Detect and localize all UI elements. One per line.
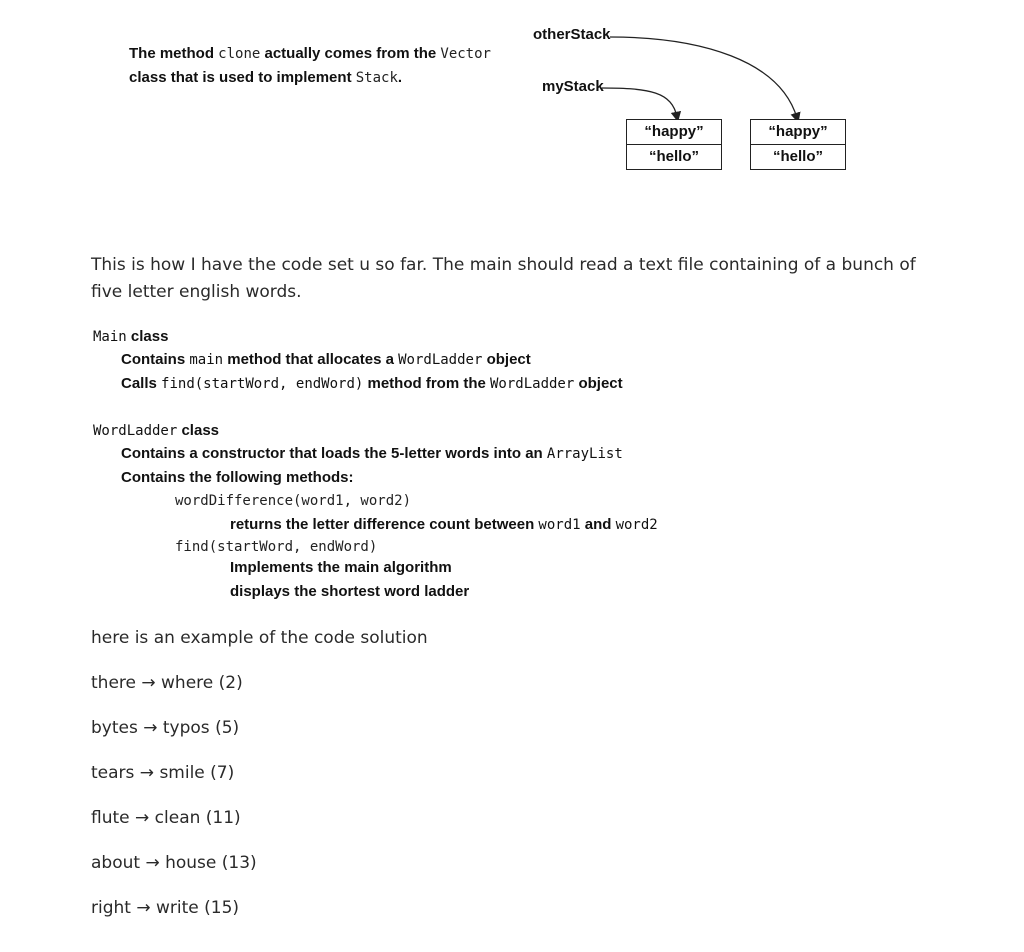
spec-code: main <box>189 352 224 368</box>
wordladder-desc-line1 <box>121 442 623 466</box>
spec-text: and <box>580 516 616 533</box>
my-stack-label: myStack <box>542 78 604 95</box>
example-intro: here is an example of the code solution <box>91 628 428 648</box>
spec-code: word1 <box>538 517 581 533</box>
example-item: tears → smile (7) <box>91 763 235 783</box>
example-item: about → house (13) <box>91 853 257 873</box>
note-code: clone <box>218 46 261 62</box>
method-word-difference <box>175 489 411 513</box>
spec-text: method that allocates a <box>223 351 399 368</box>
other-stack-label: otherStack <box>533 26 611 43</box>
note-text: . <box>397 69 403 86</box>
spec-code: find(startWord, endWord) <box>161 376 364 392</box>
note-text: actually comes from the <box>260 45 441 62</box>
main-desc-line2 <box>121 372 623 396</box>
note-text: The method <box>129 45 219 62</box>
stack-cell: “happy” <box>644 123 704 140</box>
spec-text: object <box>574 375 623 392</box>
spec-code: ArrayList <box>546 446 623 462</box>
stack-cell: “hello” <box>751 144 845 169</box>
spec-code: WordLadder <box>490 376 575 392</box>
example-item: right → write (15) <box>91 898 240 918</box>
other-stack-box <box>750 119 846 170</box>
wordladder-desc-line2: Contains the following methods: <box>121 469 354 486</box>
spec-text: Contains <box>121 351 190 368</box>
spec-code: word2 <box>615 517 658 533</box>
example-item: there → where (2) <box>91 673 243 693</box>
other-stack-arrow <box>610 37 797 118</box>
intro-paragraph: This is how I have the code set u so far. The main should read a text file containing of a bunch of five letter english words. <box>91 255 916 302</box>
note-code: Vector <box>440 46 491 62</box>
example-item: bytes → typos (5) <box>91 718 240 738</box>
class-suffix: class <box>126 328 169 345</box>
spec-text: Contains a constructor that loads the 5-letter words into an <box>121 445 547 462</box>
spec-text: object <box>482 351 531 368</box>
main-class-heading <box>93 325 168 349</box>
arrow-diagram <box>0 0 1024 200</box>
class-name: WordLadder <box>93 423 178 439</box>
method-signature: find(startWord, endWord) <box>175 539 378 555</box>
class-name: Main <box>93 329 127 345</box>
class-suffix: class <box>177 422 220 439</box>
wordladder-class-heading <box>93 419 219 443</box>
note-text: class that is used to implement <box>129 69 356 86</box>
stack-clone-figure <box>0 0 1024 200</box>
my-stack-box <box>626 119 722 170</box>
spec-text: method from the <box>363 375 490 392</box>
spec-text: returns the letter difference count between <box>230 516 539 533</box>
note-code: Stack <box>355 70 398 86</box>
method-signature: wordDifference(word1, word2) <box>175 493 412 509</box>
stack-cell: “hello” <box>627 144 721 169</box>
example-item: flute → clean (11) <box>91 808 241 828</box>
my-stack-arrow <box>602 88 677 117</box>
method-word-difference-desc <box>230 513 658 537</box>
spec-code: WordLadder <box>398 352 483 368</box>
spec-text: Calls <box>121 375 162 392</box>
method-find-desc2: displays the shortest word ladder <box>230 583 470 600</box>
main-desc-line1 <box>121 348 531 372</box>
method-find-desc1: Implements the main algorithm <box>230 559 452 576</box>
stack-cell: “happy” <box>768 123 828 140</box>
